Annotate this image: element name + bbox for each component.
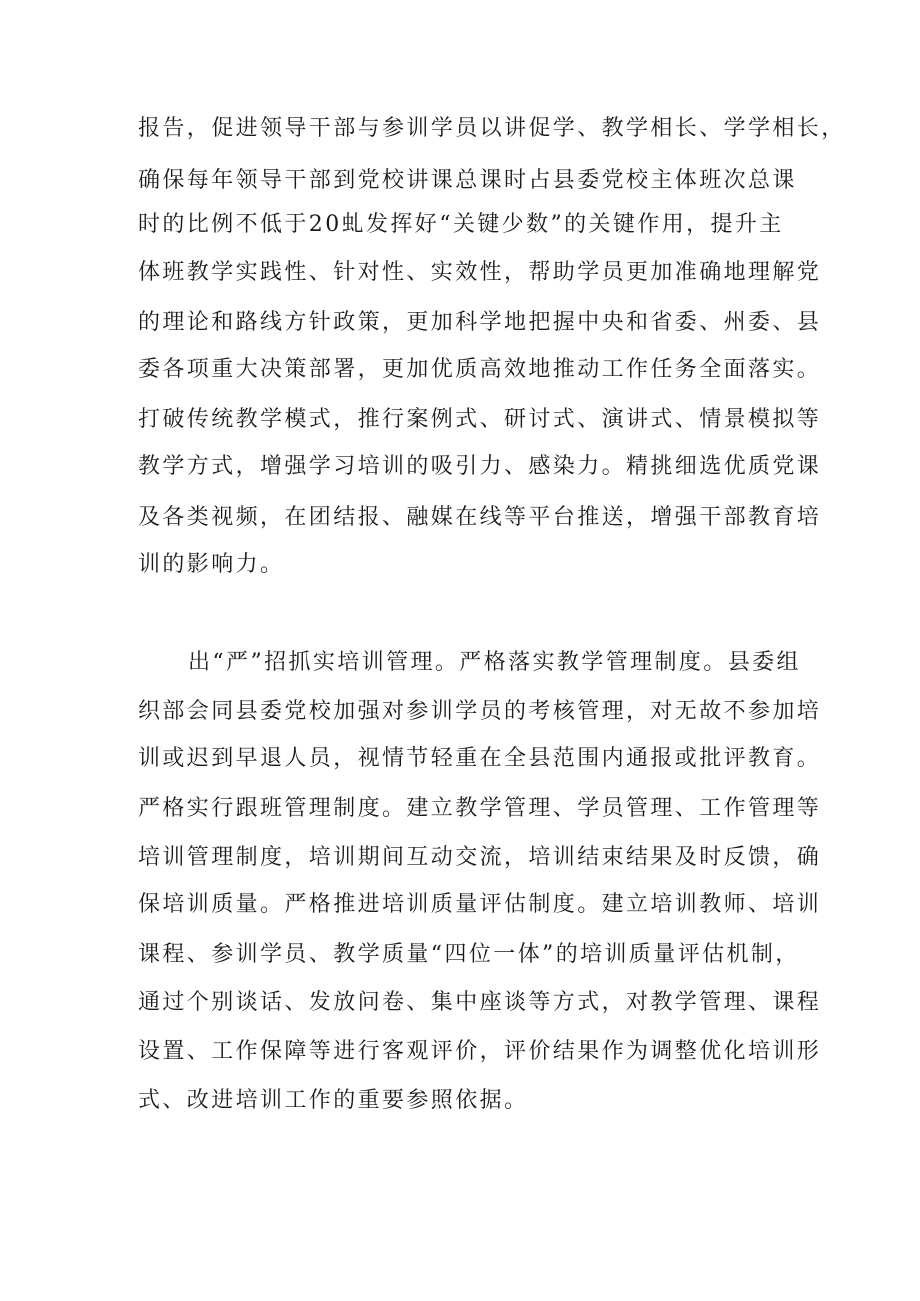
body-text-line: 织部会同县委党校加强对参训学员的考核管理，对无故不参加培 — [138, 699, 822, 724]
body-text-line: 报告，促进领导干部与参训学员以讲促学、教学相长、学学相长， — [138, 116, 846, 141]
body-text-line: 及各类视频，在团结报、融媒在线等平台推送，增强干部教育培 — [138, 505, 822, 530]
body-text-line: 式、改进培训工作的重要参照依据。 — [138, 1088, 529, 1113]
body-text-line: 打破传统教学模式，推行案例式、研讨式、演讲式、情景模拟等 — [138, 407, 822, 432]
body-text-line: 严格实行跟班管理制度。建立教学管理、学员管理、工作管理等 — [138, 796, 822, 821]
body-text-line: 训的影响力。 — [138, 552, 285, 577]
body-text-line: 教学方式，增强学习培训的吸引力、感染力。精挑细选优质党课 — [138, 454, 822, 479]
body-text-line: 培训管理制度，培训期间互动交流，培训结束结果及时反馈，确 — [138, 845, 822, 870]
body-text-line: 时的比例不低于20虬发挥好“关键少数”的关键作用，提升主 — [138, 212, 784, 237]
body-text-line: 的理论和路线方针政策，更加科学地把握中央和省委、州委、县 — [138, 310, 822, 335]
body-text-line: 保培训质量。严格推进培训质量评估制度。建立培训教师、培训 — [138, 892, 822, 917]
body-text-line: 训或迟到早退人员，视情节轻重在全县范围内通报或批评教育。 — [138, 746, 822, 771]
body-text-line: 体班教学实践性、针对性、实效性，帮助学员更加准确地理解党 — [138, 260, 822, 285]
body-text-line: 设置、工作保障等进行客观评价，评价结果作为调整优化培训形 — [138, 1039, 822, 1064]
body-text-line: 确保每年领导干部到党校讲课总课时占县委党校主体班次总课 — [138, 168, 797, 193]
body-text-line: 委各项重大决策部署，更加优质高效地推动工作任务全面落实。 — [138, 357, 822, 382]
paragraph-first-line: 出“严”招抓实培训管理。严格落实教学管理制度。县委组 — [188, 650, 801, 675]
body-text-line: 通过个别谈话、发放问卷、集中座谈等方式，对教学管理、课程 — [138, 990, 822, 1015]
body-text-line: 课程、参训学员、教学质量“四位一体”的培训质量评估机制， — [138, 942, 800, 967]
